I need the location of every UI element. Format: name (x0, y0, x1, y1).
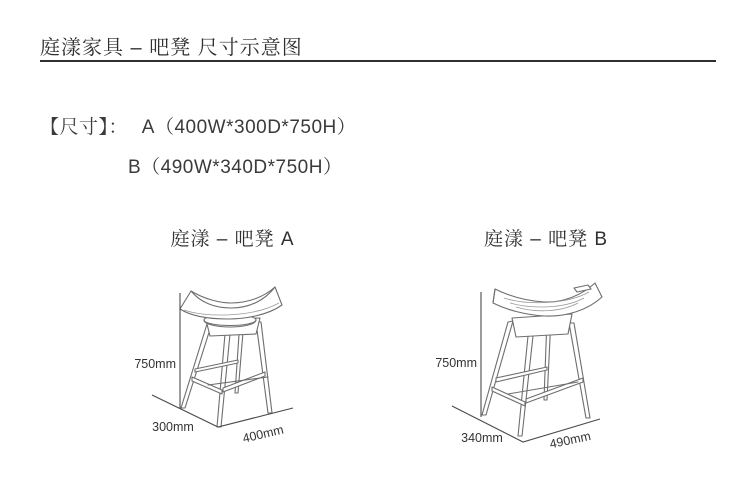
stool-a-width-label: 400mm (241, 422, 285, 446)
title-underline (40, 60, 716, 62)
stool-b-width-label: 490mm (548, 428, 593, 452)
stool-a-stretchers (192, 360, 268, 394)
stool-a-diagram (128, 278, 310, 476)
size-spec-value-a: A（400W*300D*750H） (141, 117, 357, 138)
size-spec-label: 【尺寸】： (40, 117, 129, 138)
figure-caption-stool-b: 庭漾 – 吧凳 B (483, 229, 609, 250)
size-spec-value-b: B（490W*340D*750H） (128, 157, 343, 178)
stool-b-depth-label: 340mm (461, 431, 503, 445)
stool-a-depth-label: 300mm (152, 420, 194, 434)
figure-caption-stool-a: 庭漾 – 吧凳 A (170, 229, 295, 250)
stool-b-diagram (426, 274, 623, 480)
stool-b-apron (512, 314, 572, 337)
page-title: 庭漾家具 – 吧凳 尺寸示意图 (40, 37, 303, 59)
stool-b-height-label: 750mm (435, 356, 477, 370)
stool-b-seat (493, 283, 602, 316)
stool-b-stretchers (492, 367, 583, 406)
stool-a-legs (181, 320, 272, 427)
stool-a-height-label: 750mm (134, 357, 176, 371)
size-spec-row-b (128, 152, 342, 179)
stool-a-seat (180, 287, 282, 319)
size-spec-row-a (40, 112, 356, 139)
